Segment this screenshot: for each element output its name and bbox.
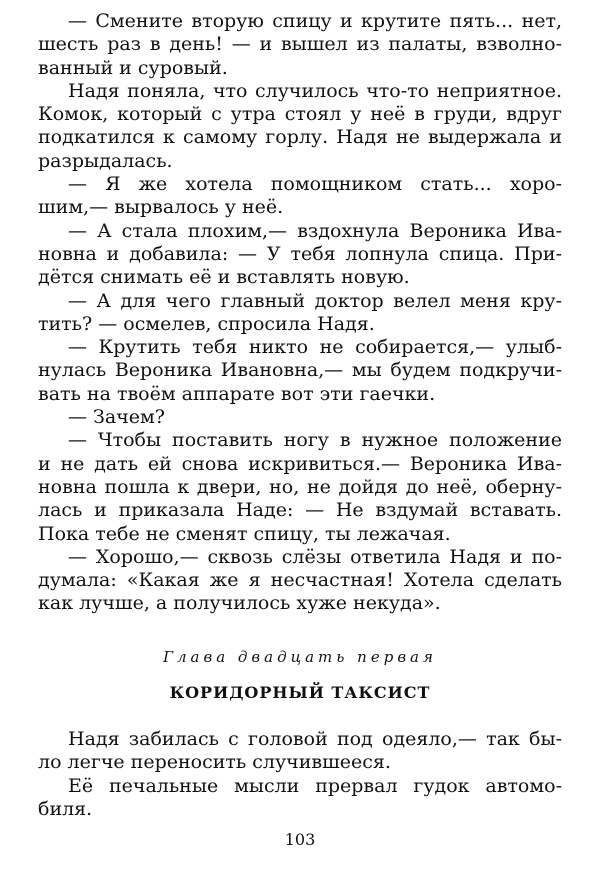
text-line: — А для чего главный доктор велел меня кру-	[68, 289, 562, 312]
text-line: думала: «Какая же я несчастная! Хотела сделать	[38, 569, 562, 592]
text-line: — Крутить тебя никто не собирается,— улыб-	[68, 336, 562, 359]
text-line: разрыдалась.	[38, 149, 173, 172]
text-line: ло легче переносить случившееся.	[38, 751, 391, 774]
text-line: биля.	[38, 797, 93, 820]
paragraph	[38, 173, 562, 220]
paragraph	[38, 546, 562, 616]
chapter-text-block	[38, 728, 562, 821]
text-line: — Смените вторую спицу и крутите пять... нет,	[68, 10, 562, 32]
paragraph	[38, 80, 562, 173]
text-line: — Хорошо,— сквозь слёзы ответила Надя и по-	[68, 545, 562, 568]
text-line: и не дать ей снова искривиться.— Вероника Ива-	[38, 452, 562, 475]
text-line: тить? — осмелев, спросила Надя.	[38, 312, 375, 335]
text-line: как лучше, а получилось хуже некуда».	[38, 592, 441, 615]
text-line: — Зачем?	[68, 406, 165, 429]
paragraph	[38, 220, 562, 290]
text-line: подкатился к самому горлу. Надя не выдержала и	[38, 126, 562, 149]
text-line: Её печальные мысли прервал гудок автомо-	[68, 774, 562, 797]
paragraph	[38, 10, 562, 80]
text-line: нулась Вероника Ивановна,— мы будем подкручи-	[38, 359, 562, 382]
text-line: — А стала плохим,— вздохнула Вероника Ива-	[68, 219, 562, 242]
chapter-label: Глава двадцать первая	[163, 648, 437, 666]
paragraph	[38, 728, 562, 775]
page-number: 103	[284, 830, 316, 849]
text-line: Комок, который с утра стоял у неё в груди, вдруг	[38, 103, 562, 126]
text-line: новна пошла к двери, но, не дойдя до неё, оберну-	[38, 475, 562, 498]
text-line: шесть раз в день! — и вышел из палаты, взволно-	[38, 33, 562, 56]
paragraph	[38, 775, 562, 822]
text-line: лась и приказала Наде: — Не вздумай вставать.	[38, 499, 562, 522]
paragraph	[38, 429, 562, 545]
text-line: Надя забилась с головой под одеяло,— так бы-	[68, 728, 562, 750]
paragraph	[38, 290, 562, 337]
text-line: ванный и суровый.	[38, 56, 228, 79]
paragraph	[38, 336, 562, 406]
text-line: шим,— вырвалось у неё.	[38, 196, 284, 219]
text-line: Пока тебе не сменят спицу, ты лежачая.	[38, 522, 451, 545]
text-line: — Чтобы поставить ногу в нужное положение	[68, 429, 562, 452]
text-line: дётся снимать её и вставлять новую.	[38, 266, 410, 289]
text-line: вать на твоём аппарате вот эти гаечки.	[38, 382, 436, 405]
text-line: новна и добавила: — У тебя лопнула спица. При-	[38, 242, 562, 265]
paragraph	[38, 406, 562, 429]
text-line: Надя поняла, что случилось что-то неприятное.	[68, 79, 562, 102]
chapter-title: КОРИДОРНЫЙ ТАКСИСТ	[169, 683, 431, 702]
text-line: — Я же хотела помощником стать... хоро-	[68, 173, 562, 196]
main-text-block	[38, 10, 562, 616]
